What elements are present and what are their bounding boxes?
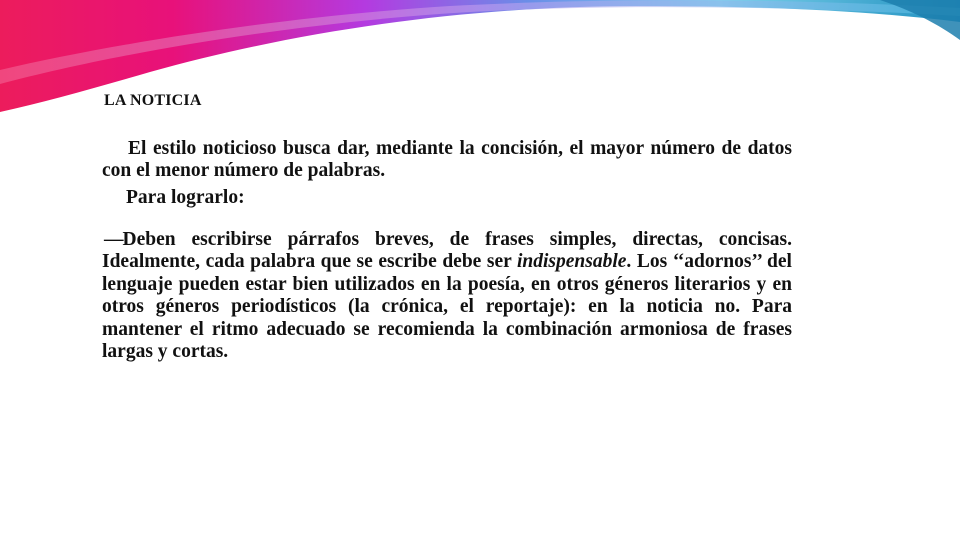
paragraph-recomendaciones	[102, 229, 792, 363]
paragraph-text-part1: Deben escribirse párrafos breves, de frases simples, directas, concisas. Idealmente, cada palabra que se escribe debe ser	[102, 229, 792, 273]
emphasized-word: indispensable	[516, 251, 627, 273]
excerpt-heading: LA NOTICIA	[104, 92, 202, 109]
scanned-text-excerpt	[96, 92, 796, 388]
paragraph-text-part2: . Los ‘‘adornos’’ del lenguaje pueden estar bien utilizados en la poesía, en otros géneros literarios y en otros géneros periodísticos (la crónica, el reportaje): en la noticia no. Para mantener el ritmo adecuado se recomienda la combinación armoniosa de frases largas y cortas.	[102, 251, 792, 363]
paragraph-para-lograrlo: Para lograrlo:	[126, 187, 245, 208]
em-dash: —	[104, 229, 123, 250]
paragraph-estilo-noticioso: El estilo noticioso busca dar, mediante la concisión, el mayor número de datos con el menor número de palabras.	[102, 138, 792, 182]
